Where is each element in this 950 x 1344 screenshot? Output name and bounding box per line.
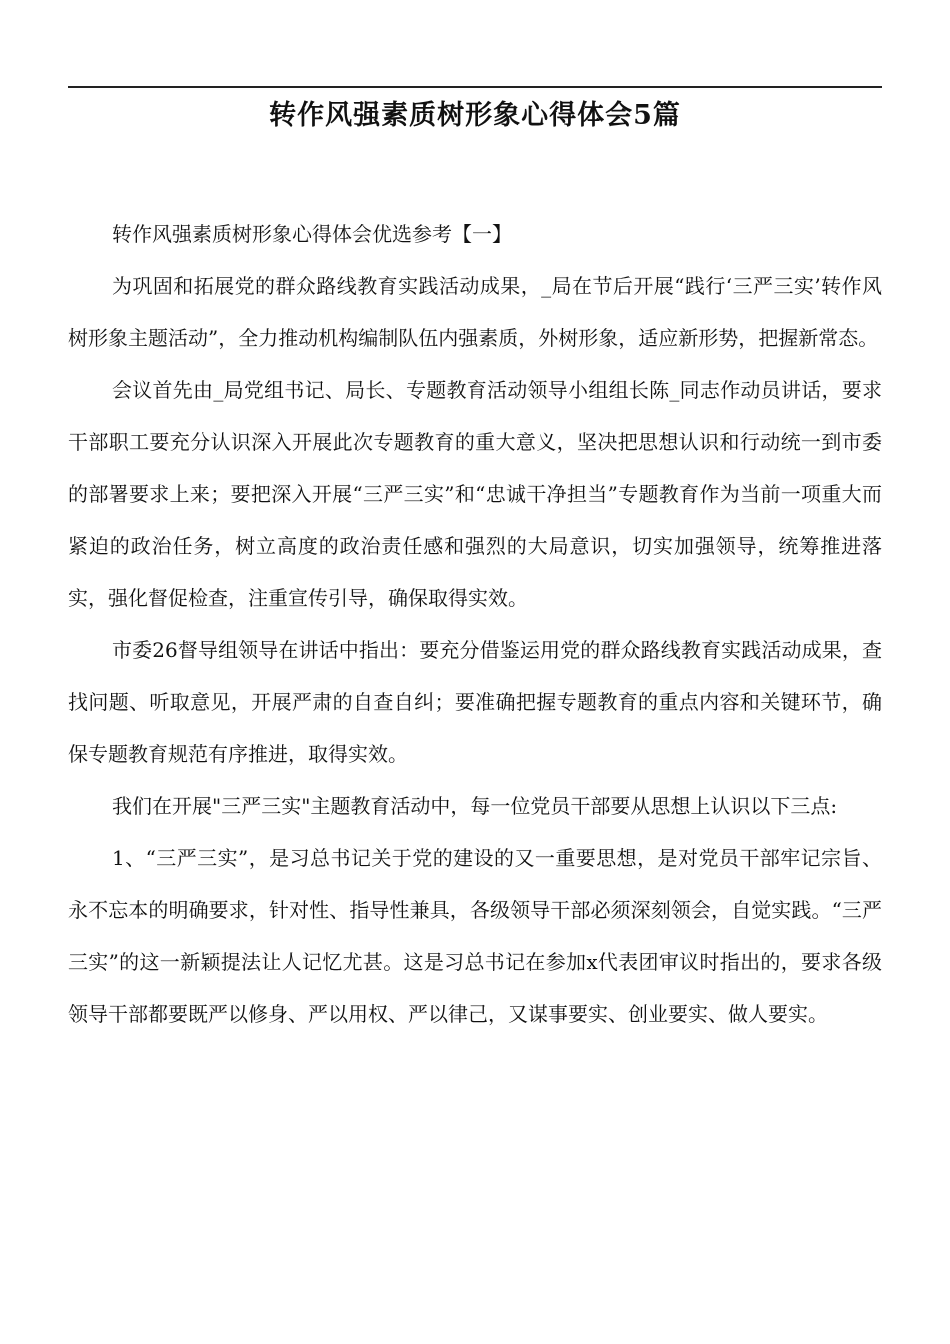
document-body: [68, 208, 882, 1040]
paragraph: 我们在开展"三严三实"主题教育活动中，每一位党员干部要从思想上认识以下三点:: [112, 794, 838, 818]
paragraph: 会议首先由_局党组书记、局长、专题教育活动领导小组组长陈_同志作动员讲话，要求干部职工要充分认识深入开展此次专题教育的重大意义，坚决把思想认识和行动统一到市委的部署要求上来；要把深入开展“三严三实”和“忠诚干净担当”专题教育作为当前一项重大而紧迫的政治任务，树立高度的政治责任感和强烈的大局意识，切实加强领导，统筹推进落实，强化督促检查，注重宣传引导，确保取得实效。: [68, 378, 882, 610]
paragraph: 市委26督导组领导在讲话中指出：要充分借鉴运用党的群众路线教育实践活动成果，查找问题、听取意见，开展严肃的自查自纠；要准确把握专题教育的重点内容和关键环节，确保专题教育规范有序推进，取得实效。: [68, 638, 882, 766]
header-rule: [68, 86, 882, 88]
paragraph: 为巩固和拓展党的群众路线教育实践活动成果，_局在节后开展“践行‘三严三实’转作风树形象主题活动”，全力推动机构编制队伍内强素质，外树形象，适应新形势，把握新常态。: [68, 274, 882, 350]
section-heading: 转作风强素质树形象心得体会优选参考【一】: [112, 222, 512, 246]
paragraph: 1、“三严三实”，是习总书记关于党的建设的又一重要思想，是对党员干部牢记宗旨、永不忘本的明确要求，针对性、指导性兼具，各级领导干部必须深刻领会，自觉实践。“三严三实”的这一新颖提法让人记忆尤甚。这是习总书记在参加x代表团审议时指出的，要求各级领导干部都要既严以修身、严以用权、严以律己，又谋事要实、创业要实、做人要实。: [68, 846, 882, 1026]
document-title: 转作风强素质树形象心得体会5篇: [269, 100, 681, 131]
